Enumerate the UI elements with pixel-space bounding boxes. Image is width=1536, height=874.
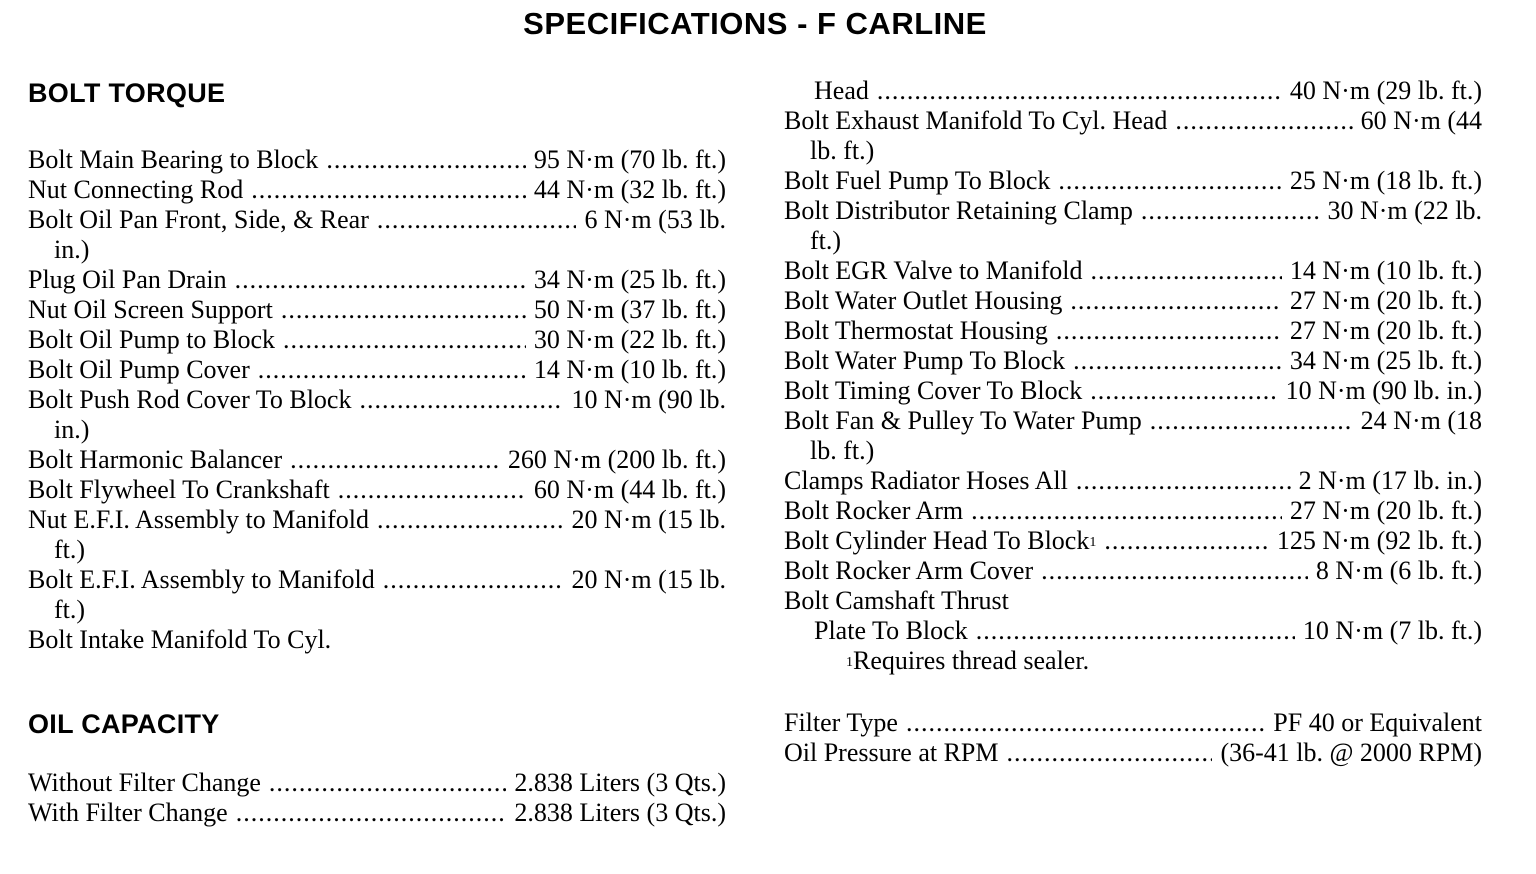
spec-value: (36-41 lb. @ 2000 RPM) xyxy=(1220,738,1482,767)
dot-leader xyxy=(1076,466,1291,496)
spec-label: Bolt Water Outlet Housing xyxy=(784,286,1063,315)
spec-row xyxy=(28,205,726,235)
spec-value-continued: ft.) xyxy=(54,535,86,564)
spec-value: 30 N·m (22 lb. xyxy=(1327,196,1482,225)
dot-leader xyxy=(1091,256,1282,286)
spec-value: 25 N·m (18 lb. ft.) xyxy=(1289,166,1482,195)
footnote xyxy=(784,646,1482,676)
spec-row xyxy=(28,325,726,355)
dot-leader xyxy=(377,205,577,235)
spec-row xyxy=(784,256,1482,286)
spec-value: 60 N·m (44 xyxy=(1360,106,1482,135)
dot-leader xyxy=(906,708,1265,738)
dot-leader xyxy=(1058,166,1282,196)
spec-value: 125 N·m (92 lb. ft.) xyxy=(1276,526,1482,555)
spec-row xyxy=(784,466,1482,496)
spec-row xyxy=(784,76,1482,106)
dot-leader xyxy=(1041,556,1308,586)
spec-row xyxy=(784,376,1482,406)
spec-value-continued: lb. ft.) xyxy=(810,436,875,465)
dot-leader xyxy=(236,798,507,828)
spec-value: 10 N·m (7 lb. ft.) xyxy=(1302,616,1482,645)
spec-row xyxy=(784,616,1482,646)
dot-leader xyxy=(971,496,1282,526)
spec-value: 2.838 Liters (3 Qts.) xyxy=(514,768,726,797)
spec-value: 95 N·m (70 lb. ft.) xyxy=(533,145,726,174)
dot-leader xyxy=(326,145,526,175)
spec-value: 24 N·m (18 xyxy=(1360,406,1482,435)
spec-row xyxy=(784,166,1482,196)
dot-leader xyxy=(359,385,563,415)
spec-label: Head xyxy=(814,76,869,105)
spec-label: Bolt Main Bearing to Block xyxy=(28,145,319,174)
spec-label: With Filter Change xyxy=(28,798,228,827)
spec-value-continued: ft.) xyxy=(54,595,86,624)
spec-value: 2.838 Liters (3 Qts.) xyxy=(514,798,726,827)
spec-value: 27 N·m (20 lb. ft.) xyxy=(1289,496,1482,525)
bolt-torque-left-column xyxy=(28,145,726,655)
oil-capacity-heading: OIL CAPACITY xyxy=(28,709,220,739)
spec-value: 34 N·m (25 lb. ft.) xyxy=(1289,346,1482,375)
dot-leader xyxy=(1090,376,1277,406)
spec-label: Bolt Rocker Arm Cover xyxy=(784,556,1034,585)
spec-row xyxy=(784,738,1482,768)
spec-label: Bolt Oil Pump to Block xyxy=(28,325,276,354)
spec-value: 10 N·m (90 lb. in.) xyxy=(1285,376,1482,405)
spec-label: Bolt Water Pump To Block xyxy=(784,346,1066,375)
dot-leader xyxy=(290,445,500,475)
dot-leader xyxy=(251,175,526,205)
spec-value: 260 N·m (200 lb. ft.) xyxy=(507,445,726,474)
footnote-text: Requires thread sealer. xyxy=(853,646,1090,675)
spec-label: Bolt Camshaft Thrust xyxy=(784,586,1009,615)
spec-label: Bolt Fuel Pump To Block xyxy=(784,166,1051,195)
dot-leader xyxy=(283,325,526,355)
spec-value: 34 N·m (25 lb. ft.) xyxy=(533,265,726,294)
spec-row xyxy=(28,385,726,415)
dot-leader xyxy=(1056,316,1282,346)
spec-value: 27 N·m (20 lb. ft.) xyxy=(1289,316,1482,345)
spec-label: Bolt Harmonic Balancer xyxy=(28,445,283,474)
spec-label: Bolt EGR Valve to Manifold xyxy=(784,256,1083,285)
spec-row xyxy=(28,175,726,205)
dot-leader xyxy=(1150,406,1353,436)
dot-leader xyxy=(269,768,506,798)
spec-value: 6 N·m (53 lb. xyxy=(584,205,726,234)
spec-value: 44 N·m (32 lb. ft.) xyxy=(533,175,726,204)
dot-leader xyxy=(1070,286,1282,316)
dot-leader xyxy=(258,355,526,385)
spec-row xyxy=(28,445,726,475)
spec-row xyxy=(28,625,726,655)
dot-leader xyxy=(383,565,564,595)
spec-label: Bolt Distributor Retaining Clamp xyxy=(784,196,1133,225)
dot-leader xyxy=(1104,526,1269,556)
bolt-torque-heading: BOLT TORQUE xyxy=(28,78,226,108)
spec-value: 40 N·m (29 lb. ft.) xyxy=(1289,76,1482,105)
footnote-marker: 1 xyxy=(846,655,853,670)
spec-label: Bolt Oil Pump Cover xyxy=(28,355,250,384)
page-title: SPECIFICATIONS - F CARLINE xyxy=(523,6,987,41)
dot-leader xyxy=(1175,106,1352,136)
dot-leader xyxy=(1007,738,1213,768)
spec-value: 8 N·m (6 lb. ft.) xyxy=(1315,556,1482,585)
spec-value-continued: in.) xyxy=(54,235,90,264)
spec-row xyxy=(28,798,726,828)
spec-label: Bolt E.F.I. Assembly to Manifold xyxy=(28,565,375,594)
spec-row xyxy=(784,346,1482,376)
spec-value: 14 N·m (10 lb. ft.) xyxy=(533,355,726,384)
spec-label: Bolt Exhaust Manifold To Cyl. Head xyxy=(784,106,1168,135)
spec-value-continued: lb. ft.) xyxy=(810,136,875,165)
spec-label: Plug Oil Pan Drain xyxy=(28,265,227,294)
spec-label: Bolt Push Rod Cover To Block xyxy=(28,385,352,414)
spec-value-continued: in.) xyxy=(54,415,90,444)
spec-label: Without Filter Change xyxy=(28,768,261,797)
dot-leader xyxy=(377,505,563,535)
spec-value: 27 N·m (20 lb. ft.) xyxy=(1289,286,1482,315)
spec-row xyxy=(28,355,726,385)
dot-leader xyxy=(976,616,1295,646)
spec-value: 14 N·m (10 lb. ft.) xyxy=(1289,256,1482,285)
dot-leader xyxy=(281,295,526,325)
bolt-torque-right-column xyxy=(784,76,1482,676)
oil-capacity-right-column xyxy=(784,708,1482,768)
spec-row xyxy=(784,586,1482,616)
spec-row xyxy=(28,295,726,325)
dot-leader xyxy=(338,475,526,505)
spec-label: Bolt Intake Manifold To Cyl. xyxy=(28,625,332,654)
spec-row xyxy=(784,406,1482,436)
spec-row xyxy=(784,286,1482,316)
spec-row xyxy=(28,768,726,798)
spec-row xyxy=(784,526,1482,556)
spec-label: Nut Connecting Rod xyxy=(28,175,244,204)
spec-row xyxy=(28,265,726,295)
spec-value: 20 N·m (15 lb. xyxy=(571,505,726,534)
spec-label: Bolt Cylinder Head To Block$^1$ xyxy=(784,526,1097,555)
spec-row xyxy=(28,475,726,505)
spec-value: 50 N·m (37 lb. ft.) xyxy=(533,295,726,324)
spec-row xyxy=(28,565,726,595)
spec-value: 2 N·m (17 lb. in.) xyxy=(1298,466,1482,495)
spec-row xyxy=(784,556,1482,586)
spec-value: 30 N·m (22 lb. ft.) xyxy=(533,325,726,354)
spec-row xyxy=(784,708,1482,738)
spec-label: Filter Type xyxy=(784,708,898,737)
dot-leader xyxy=(1073,346,1282,376)
footnote-marker: 1 xyxy=(1089,535,1097,550)
oil-capacity-left-column xyxy=(28,768,726,828)
spec-label: Nut E.F.I. Assembly to Manifold xyxy=(28,505,369,534)
spec-row xyxy=(784,196,1482,226)
spec-label: Bolt Thermostat Housing xyxy=(784,316,1048,345)
spec-label: Plate To Block xyxy=(814,616,968,645)
spec-label: Bolt Rocker Arm xyxy=(784,496,964,525)
spec-row xyxy=(28,505,726,535)
spec-value-continued: ft.) xyxy=(810,226,842,255)
dot-leader xyxy=(877,76,1282,106)
spec-row xyxy=(784,496,1482,526)
spec-label: Clamps Radiator Hoses All xyxy=(784,466,1068,495)
spec-row xyxy=(784,106,1482,136)
spec-label: Bolt Timing Cover To Block xyxy=(784,376,1083,405)
spec-value: 20 N·m (15 lb. xyxy=(571,565,726,594)
spec-row xyxy=(784,316,1482,346)
spec-value: 10 N·m (90 lb. xyxy=(571,385,726,414)
spec-label: Bolt Oil Pan Front, Side, & Rear xyxy=(28,205,369,234)
spec-value: PF 40 or Equivalent xyxy=(1273,708,1482,737)
spec-label: Oil Pressure at RPM xyxy=(784,738,999,767)
spec-value: 60 N·m (44 lb. ft.) xyxy=(533,475,726,504)
dot-leader xyxy=(235,265,526,295)
spec-label: Nut Oil Screen Support xyxy=(28,295,273,324)
dot-leader xyxy=(1141,196,1320,226)
spec-label: Bolt Fan & Pulley To Water Pump xyxy=(784,406,1142,435)
spec-row xyxy=(28,145,726,175)
spec-label: Bolt Flywheel To Crankshaft xyxy=(28,475,330,504)
